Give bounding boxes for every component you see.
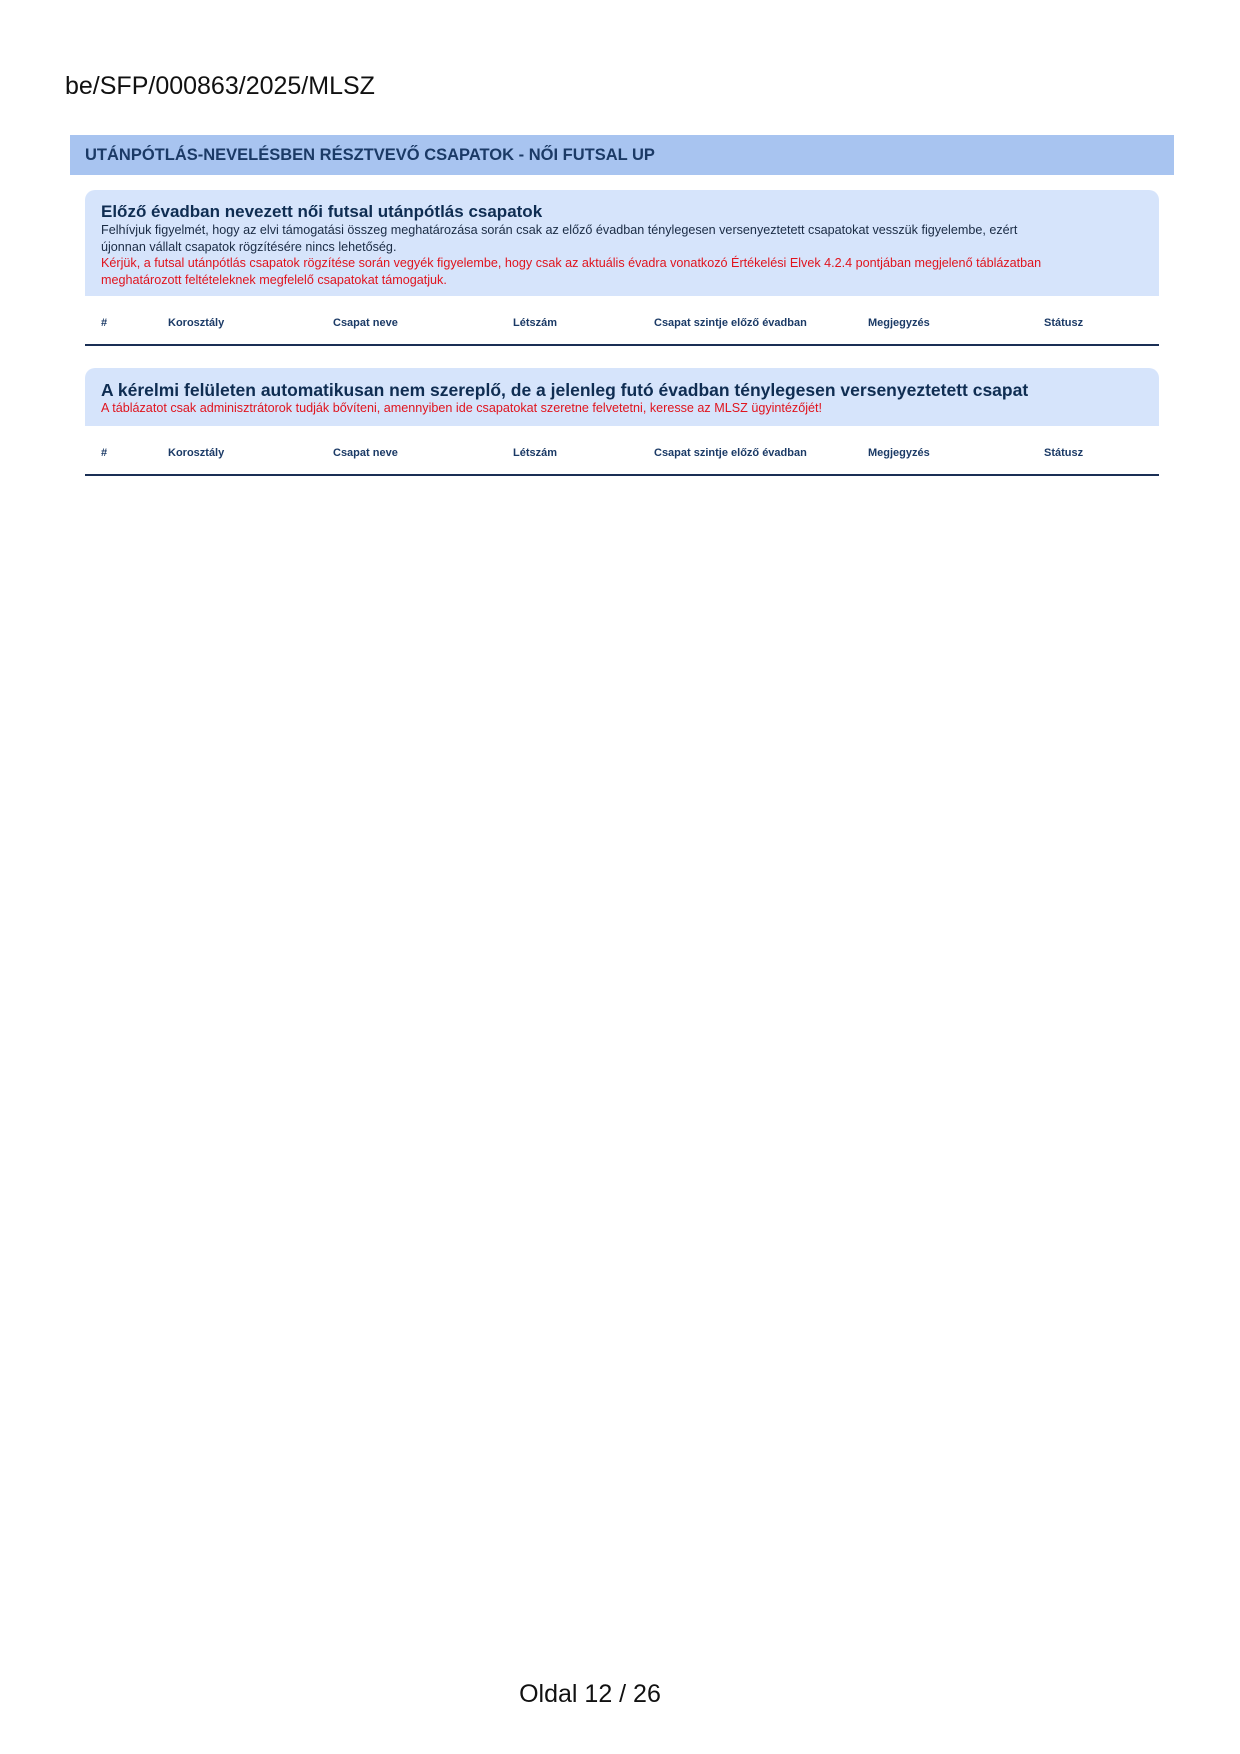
column-age-group: Korosztály [168, 317, 225, 329]
column-status: Státusz [1044, 447, 1084, 459]
column-team-name: Csapat neve [333, 317, 398, 329]
column-age-group: Korosztály [168, 447, 225, 459]
document-id: be/SFP/000863/2025/MLSZ [65, 72, 375, 100]
column-previous-level: Csapat szintje előző évadban [654, 447, 807, 459]
current-season-info-box [85, 368, 1159, 426]
column-headcount: Létszám [513, 317, 558, 329]
current-season-table-header [85, 431, 1159, 476]
page-number: Oldal 12 / 26 [519, 1680, 661, 1708]
column-previous-level: Csapat szintje előző évadban [654, 317, 807, 329]
previous-season-warning-line1: Kérjük, a futsal utánpótlás csapatok rögzítése során vegyék figyelembe, hogy csak az aktuális évadra vonatkozó Értékelési Elvek 4.2.4 pontjában megjelenő táblázatban [101, 256, 1042, 270]
current-season-warning: A táblázatot csak adminisztrátorok tudják bővíteni, amennyiben ide csapatokat szeretne felvetetni, keresse az MLSZ ügyintézőjét! [101, 401, 823, 415]
column-team-name: Csapat neve [333, 447, 398, 459]
column-status: Státusz [1044, 317, 1084, 329]
previous-season-notice-line2: újonnan vállalt csapatok rögzítésére nincs lehetőség. [101, 239, 397, 254]
current-season-title: A kérelmi felületen automatikusan nem szereplő, de a jelenleg futó évadban ténylegesen versenyeztetett csapat [101, 380, 1029, 400]
section-title: UTÁNPÓTLÁS-NEVELÉSBEN RÉSZTVEVŐ CSAPATOK - NŐI FUTSAL UP [70, 135, 1174, 175]
column-number: # [101, 447, 108, 459]
previous-season-table-header [85, 301, 1159, 346]
previous-season-warning-line2: meghatározott feltételeknek megfelelő csapatokat támogatjuk. [101, 272, 447, 287]
previous-season-info-box [85, 190, 1159, 296]
column-headcount: Létszám [513, 447, 558, 459]
column-note: Megjegyzés [868, 317, 930, 329]
previous-season-notice-line1: Felhívjuk figyelmét, hogy az elvi támogatási összeg meghatározása során csak az előző évadban ténylegesen versenyeztetett csapatokat vesszük figyelembe, ezért [101, 223, 1018, 237]
previous-season-title: Előző évadban nevezett női futsal utánpótlás csapatok [101, 202, 543, 221]
column-note: Megjegyzés [868, 447, 930, 459]
column-number: # [101, 317, 108, 329]
